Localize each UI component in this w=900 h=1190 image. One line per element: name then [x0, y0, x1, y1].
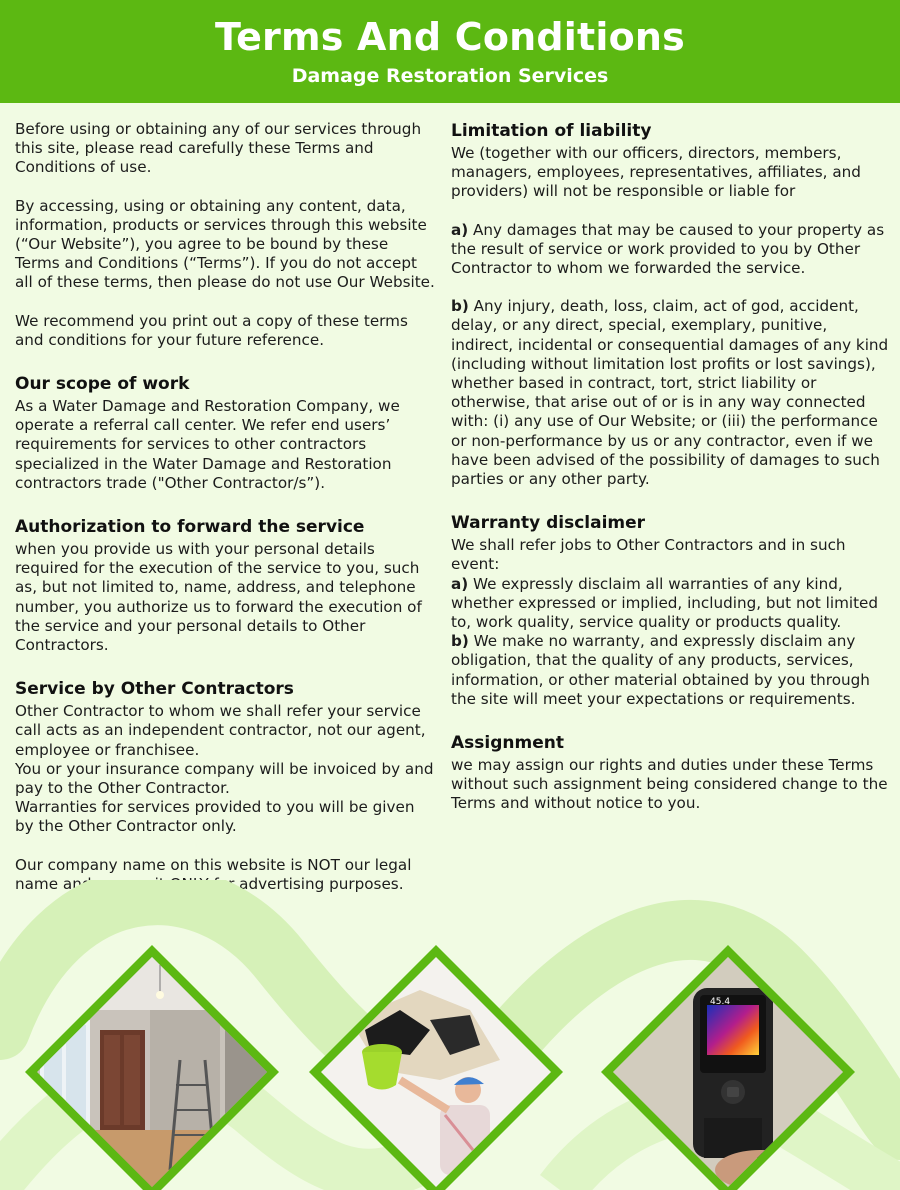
decorative-swirl — [0, 880, 900, 1190]
item-label: b) — [451, 297, 469, 316]
left-column — [15, 120, 435, 894]
liability-item-a — [451, 221, 891, 279]
thermal-reading: 45.4 — [710, 997, 731, 1007]
item-label: b) — [451, 632, 469, 651]
item-text: Any injury, death, loss, claim, act of god, accident, delay, or any direct, special, exemplary, punitive, indirect, incidental or consequential damages of any kind (including without limitation lost profits or lost savings), whether based in contract, tort, strict liability or otherwise, that arise out of or is in any way connected with: (i) any use of Our Website; or (iii) the performance or non-performance by us or any contractor, even if we have been advised of the possibility of damages to such parties or any other party. — [451, 297, 889, 489]
page-title: Terms And Conditions — [215, 15, 685, 59]
item-text: Any damages that may be caused to your property as the result of service or work provided to you by Other Contractor to whom we forwarded the service. — [451, 220, 885, 278]
intro-paragraph: We recommend you print out a copy of these terms and conditions for your future reference. — [15, 311, 408, 349]
page-subtitle: Damage Restoration Services — [291, 65, 609, 87]
intro-paragraph: Before using or obtaining any of our services through this site, please read carefully these Terms and Conditions of use. — [15, 120, 422, 177]
company-note: Our company name on this website is NOT our legal name and we use it ONLY for advertising purposes. — [15, 855, 412, 893]
assignment-heading: Assignment — [451, 733, 564, 754]
assignment-paragraph: we may assign our rights and duties under these Terms without such assignment being considered change to the Terms and without notice to you. — [451, 756, 888, 813]
item-text: We make no warranty, and expressly disclaim any obligation, that the quality of any products, services, information, or other material obtained by you through the site will meet your expectations or requirements. — [451, 632, 870, 708]
warranty-paragraph: We shall refer jobs to Other Contractors and in such event: — [451, 536, 846, 574]
service-paragraph: You or your insurance company will be invoiced by and pay to the Other Contractor. — [15, 759, 434, 798]
service-heading: Service by Other Contractors — [15, 679, 294, 700]
item-label: a) — [451, 220, 469, 239]
item-text: We expressly disclaim all warranties of any kind, whether expressed or implied, including, but not limited to, work quality, service quality or products quality. — [451, 574, 879, 632]
warranty-heading: Warranty disclaimer — [451, 513, 646, 534]
liability-heading: Limitation of liability — [451, 121, 652, 141]
service-paragraph: Warranties for services provided to you will be given by the Other Contractor only. — [15, 798, 415, 836]
right-column — [451, 120, 891, 814]
liability-paragraph: We (together with our officers, directors, members, managers, employees, representatives, affiliates, and providers) will not be responsible or liable for — [451, 144, 861, 201]
page-header — [0, 0, 900, 103]
authorization-heading: Authorization to forward the service — [15, 517, 365, 538]
item-label: a) — [451, 574, 469, 593]
liability-item-b — [451, 297, 891, 489]
warranty-item-a — [451, 575, 891, 633]
intro-paragraph: By accessing, using or obtaining any content, data, information, products or services through this website (“Our Website”), you agree to be bound by these Terms and Conditions (“Terms”). If you do not accept all of these terms, then please do not use Our Website. — [15, 196, 435, 292]
scope-paragraph: As a Water Damage and Restoration Company, we operate a referral call center. We refer end users’ requirements for services to other contractors specialized in the Water Damage and Restoration contractors trade ("Other Contractor/s”). — [15, 397, 400, 492]
warranty-item-b — [451, 632, 891, 709]
service-paragraph: Other Contractor to whom we shall refer your service call acts as an independent contractor, not our agent, employee or franchisee. — [15, 702, 426, 759]
authorization-paragraph: when you provide us with your personal details required for the execution of the service to you, such as, but not limited to, name, address, and telephone number, you authorize us to forward the execution of the service and your personal details to Other Contractors. — [15, 540, 422, 655]
photo-banner — [0, 880, 900, 1190]
scope-heading: Our scope of work — [15, 374, 190, 395]
room-photo — [25, 945, 280, 1190]
